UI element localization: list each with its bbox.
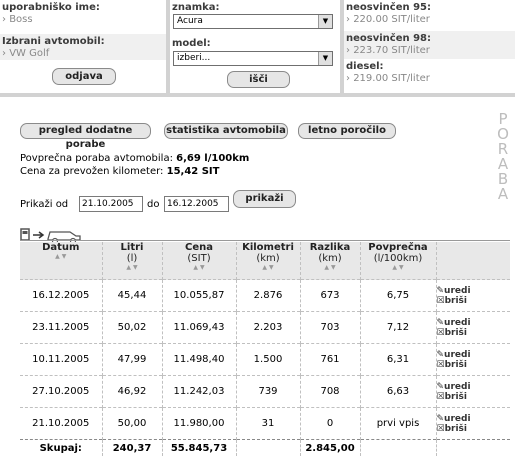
sort-icon[interactable]: ▲ ▼ [55, 253, 67, 260]
table-cell: 1.500 [236, 344, 300, 376]
consumption-table [20, 242, 510, 456]
table-cell: 673 [300, 280, 360, 312]
table-cell: prvi vpis [360, 408, 436, 440]
edit-icon: ✎ [436, 317, 445, 328]
edit-link[interactable]: ✎uredi [436, 317, 471, 328]
show-button[interactable]: prikaži [233, 190, 296, 208]
delete-icon: ☒ [436, 423, 445, 434]
chevron-down-icon: ▼ [318, 15, 332, 28]
user-panel [0, 0, 166, 93]
from-date-input[interactable]: 21.10.2005 [79, 196, 143, 212]
edit-icon: ✎ [436, 349, 445, 360]
price-95: neosvinčen 95: › 220.00 SIT/liter [346, 2, 432, 25]
table-cell: 2.876 [236, 280, 300, 312]
top-bar [0, 0, 515, 97]
col-difference[interactable]: Razlika (km) ▲ ▼ [300, 242, 360, 280]
table-cell: 50,00 [102, 408, 162, 440]
edit-icon: ✎ [436, 413, 445, 424]
sort-icon[interactable]: ▲ ▼ [392, 264, 404, 271]
col-kilometers[interactable]: Kilometri (km) ▲ ▼ [236, 242, 300, 280]
car-value: › VW Golf [2, 48, 50, 59]
fuel-prices-panel [344, 0, 515, 93]
delete-icon: ☒ [436, 327, 445, 338]
edit-link[interactable]: ✎uredi [436, 349, 471, 360]
from-label: Prikaži od [20, 199, 69, 210]
car-label: Izbrani avtomobil: [2, 36, 105, 47]
sort-icon[interactable]: ▲ ▼ [262, 264, 274, 271]
chevron-down-icon: ▼ [318, 52, 332, 65]
table-row [20, 280, 510, 312]
username-label: uporabniško ime: [2, 2, 100, 13]
table-cell: 10.11.2005 [20, 344, 102, 376]
table-cell: 703 [300, 312, 360, 344]
table-row [20, 408, 510, 440]
delete-icon: ☒ [436, 295, 445, 306]
table-row [20, 376, 510, 408]
edit-icon: ✎ [436, 285, 445, 296]
brand-select[interactable]: Acura ▼ [173, 14, 333, 29]
table-cell: 23.11.2005 [20, 312, 102, 344]
table-cell: 0 [300, 408, 360, 440]
col-price[interactable]: Cena (SIT) ▲ ▼ [162, 242, 236, 280]
col-liters[interactable]: Litri (l) ▲ ▼ [102, 242, 162, 280]
table-cell: 45,44 [102, 280, 162, 312]
table-cell: 6,31 [360, 344, 436, 376]
to-date-input[interactable]: 16.12.2005 [164, 196, 229, 212]
brand-label: znamka: [172, 2, 220, 13]
table-cell: 16.12.2005 [20, 280, 102, 312]
delete-icon: ☒ [436, 391, 445, 402]
row-actions [436, 344, 510, 376]
row-actions [436, 280, 510, 312]
table-cell: 2.203 [236, 312, 300, 344]
row-actions [436, 408, 510, 440]
sort-icon[interactable]: ▲ ▼ [324, 264, 336, 271]
table-header-row [20, 242, 510, 280]
sort-icon[interactable]: ▲ ▼ [126, 264, 138, 271]
table-cell: 47,99 [102, 344, 162, 376]
model-select[interactable]: izberi... ▼ [173, 51, 333, 66]
table-cell: 27.10.2005 [20, 376, 102, 408]
table-cell: 11.242,03 [162, 376, 236, 408]
logout-button[interactable]: odjava [52, 68, 116, 85]
username-value: › Boss [2, 14, 33, 25]
table-cell: 6,75 [360, 280, 436, 312]
delete-link[interactable]: ☒briši [436, 295, 467, 306]
table-cell: 46,92 [102, 376, 162, 408]
table-top-rule [20, 240, 510, 241]
row-actions [436, 376, 510, 408]
table-cell: 11.069,43 [162, 312, 236, 344]
delete-link[interactable]: ☒briši [436, 391, 467, 402]
col-date[interactable]: Datum ▲ ▼ [20, 242, 102, 280]
search-panel [170, 0, 340, 93]
table-cell: 708 [300, 376, 360, 408]
avg-consumption: Povprečna poraba avtomobila: 6,69 l/100km [20, 153, 250, 164]
col-average[interactable]: Povprečna (l/100km) ▲ ▼ [360, 242, 436, 280]
nav-statistics-button[interactable]: statistika avtomobila [164, 123, 288, 139]
total-row: Skupaj: 240,37 55.845,73 2.845,00 [20, 440, 510, 457]
table-cell: 10.055,87 [162, 280, 236, 312]
delete-link[interactable]: ☒briši [436, 327, 467, 338]
table-cell: 761 [300, 344, 360, 376]
delete-icon: ☒ [436, 359, 445, 370]
price-diesel: diesel: › 219.00 SIT/liter [346, 61, 430, 84]
sort-icon[interactable]: ▲ ▼ [193, 264, 205, 271]
table-row [20, 344, 510, 376]
car-box [0, 34, 166, 60]
table-cell: 6,63 [360, 376, 436, 408]
table-cell: 11.498,40 [162, 344, 236, 376]
search-button[interactable]: išči [227, 71, 290, 88]
edit-link[interactable]: ✎uredi [436, 381, 471, 392]
to-label: do [147, 199, 160, 210]
edit-link[interactable]: ✎uredi [436, 285, 471, 296]
edit-link[interactable]: ✎uredi [436, 413, 471, 424]
table-cell: 11.980,00 [162, 408, 236, 440]
model-label: model: [172, 38, 211, 49]
side-title: PORABA [497, 110, 509, 203]
col-actions [436, 242, 510, 280]
cost-per-km: Cena za prevožen kilometer: 15,42 SIT [20, 166, 220, 177]
table-cell: 7,12 [360, 312, 436, 344]
row-actions [436, 312, 510, 344]
nav-annual-report-button[interactable]: letno poročilo [298, 123, 396, 139]
table-cell: 50,02 [102, 312, 162, 344]
price-98: neosvinčen 98: › 223.70 SIT/liter [344, 31, 515, 59]
delete-link[interactable]: ☒briši [436, 359, 467, 370]
table-row [20, 312, 510, 344]
table-cell: 31 [236, 408, 300, 440]
edit-icon: ✎ [436, 381, 445, 392]
nav-extra-consumption-button[interactable]: pregled dodatne porabe [20, 123, 151, 139]
table-cell: 739 [236, 376, 300, 408]
table-cell: 21.10.2005 [20, 408, 102, 440]
delete-link[interactable]: ☒briši [436, 423, 467, 434]
